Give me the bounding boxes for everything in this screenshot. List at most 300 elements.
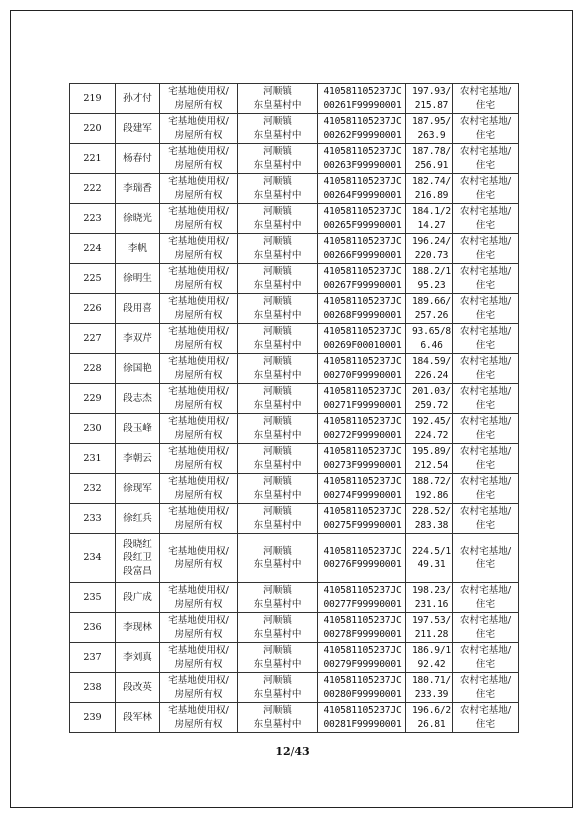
right-type-text: 宅基地使用权/ — [168, 476, 229, 487]
row-number-cell: 231 — [70, 444, 116, 474]
table-row — [70, 204, 519, 234]
area-cell — [406, 204, 453, 234]
location-text: 东皇墓村中 — [253, 279, 302, 291]
row-number-cell: 238 — [70, 673, 116, 703]
table-row — [70, 174, 519, 204]
right-type-text: 房屋所有权 — [174, 688, 223, 700]
location-cell — [238, 703, 318, 733]
owner-name-text: 段晓红 — [123, 538, 152, 550]
location-text: 东皇墓村中 — [253, 598, 302, 610]
owner-name-cell — [116, 643, 160, 673]
area-text: 215.87 — [414, 99, 449, 111]
location-cell — [238, 354, 318, 384]
unit-code-text: 410581105237JC — [323, 416, 402, 427]
usage-text: 住宅 — [475, 99, 496, 111]
owner-name-text: 段广成 — [123, 591, 152, 603]
usage-text: 农村宅基地/ — [459, 206, 512, 217]
owner-name-text: 段改英 — [123, 681, 152, 693]
location-cell — [238, 114, 318, 144]
unit-code-text: 00261F99990001 — [323, 99, 402, 111]
unit-code-cell — [318, 384, 406, 414]
usage-cell — [453, 84, 519, 114]
area-cell — [406, 474, 453, 504]
area-text: 6.46 — [420, 339, 443, 351]
usage-text: 农村宅基地/ — [459, 585, 512, 596]
unit-code-cell — [318, 583, 406, 613]
unit-code-text: 00272F99990001 — [323, 429, 402, 441]
area-text: 184.59/ — [411, 356, 452, 367]
location-text: 河顺镇 — [263, 266, 292, 277]
unit-code-text: 00279F99990001 — [323, 658, 402, 670]
usage-text: 农村宅基地/ — [459, 146, 512, 157]
location-cell — [238, 384, 318, 414]
area-text: 95.23 — [417, 279, 446, 291]
usage-cell — [453, 583, 519, 613]
usage-cell — [453, 144, 519, 174]
owner-name-cell — [116, 703, 160, 733]
area-text: 201.03/ — [411, 386, 452, 397]
location-cell — [238, 174, 318, 204]
usage-cell — [453, 384, 519, 414]
unit-code-text: 00281F99990001 — [323, 718, 402, 730]
row-number-cell: 230 — [70, 414, 116, 444]
unit-code-text: 410581105237JC — [323, 645, 402, 656]
usage-text: 住宅 — [475, 718, 496, 730]
area-text: 259.72 — [414, 399, 449, 411]
row-number-cell: 221 — [70, 144, 116, 174]
area-cell — [406, 504, 453, 534]
location-cell — [238, 583, 318, 613]
right-type-cell — [160, 534, 238, 583]
owner-name-text: 段用喜 — [123, 302, 152, 314]
owner-name-text: 李朝云 — [123, 452, 152, 464]
usage-text: 住宅 — [475, 189, 496, 201]
owner-name-cell — [116, 474, 160, 504]
usage-cell — [453, 504, 519, 534]
right-type-text: 宅基地使用权/ — [168, 545, 229, 557]
location-text: 河顺镇 — [263, 176, 292, 187]
table-row — [70, 643, 519, 673]
area-text: 14.27 — [417, 219, 446, 231]
row-number-cell: 228 — [70, 354, 116, 384]
usage-cell — [453, 264, 519, 294]
area-cell — [406, 294, 453, 324]
right-type-cell — [160, 384, 238, 414]
right-type-text: 宅基地使用权/ — [168, 356, 229, 367]
row-number-cell: 220 — [70, 114, 116, 144]
location-text: 河顺镇 — [263, 416, 292, 427]
right-type-cell — [160, 474, 238, 504]
area-cell — [406, 354, 453, 384]
right-type-text: 房屋所有权 — [174, 559, 223, 570]
right-type-text: 宅基地使用权/ — [168, 386, 229, 397]
unit-code-text: 00263F99990001 — [323, 159, 402, 171]
area-cell — [406, 583, 453, 613]
usage-text: 住宅 — [475, 628, 496, 640]
unit-code-text: 410581105237JC — [323, 446, 402, 457]
area-cell — [406, 384, 453, 414]
unit-code-text: 410581105237JC — [323, 266, 402, 277]
unit-code-text: 410581105237JC — [323, 356, 402, 367]
owner-name-cell — [116, 504, 160, 534]
area-cell — [406, 144, 453, 174]
page-total: 43 — [294, 745, 310, 758]
area-text: 182.74/ — [411, 176, 452, 187]
unit-code-text: 410581105237JC — [323, 476, 402, 487]
right-type-text: 房屋所有权 — [174, 309, 223, 321]
unit-code-cell — [318, 534, 406, 583]
area-text: 26.81 — [417, 718, 446, 730]
right-type-text: 房屋所有权 — [174, 219, 223, 231]
unit-code-cell — [318, 84, 406, 114]
unit-code-text: 410581105237JC — [323, 296, 402, 307]
unit-code-text: 410581105237JC — [323, 506, 402, 517]
location-text: 东皇墓村中 — [253, 99, 302, 111]
right-type-text: 房屋所有权 — [174, 129, 223, 141]
page-current: 12 — [275, 745, 291, 758]
right-type-text: 宅基地使用权/ — [168, 585, 229, 596]
area-cell — [406, 534, 453, 583]
location-text: 河顺镇 — [263, 545, 292, 557]
location-text: 河顺镇 — [263, 645, 292, 656]
unit-code-text: 410581105237JC — [323, 206, 402, 217]
unit-code-text: 410581105237JC — [323, 545, 402, 557]
right-type-text: 宅基地使用权/ — [168, 86, 229, 97]
owner-name-text: 杨春付 — [123, 152, 152, 164]
usage-text: 农村宅基地/ — [459, 506, 512, 517]
unit-code-text: 00267F99990001 — [323, 279, 402, 291]
owner-name-text: 李现林 — [123, 621, 152, 633]
location-text: 河顺镇 — [263, 675, 292, 686]
area-text: 195.89/ — [411, 446, 452, 457]
area-cell — [406, 84, 453, 114]
usage-text: 农村宅基地/ — [459, 296, 512, 307]
usage-cell — [453, 534, 519, 583]
unit-code-cell — [318, 504, 406, 534]
area-text: 211.28 — [414, 628, 449, 640]
right-type-text: 房屋所有权 — [174, 399, 223, 411]
property-registry-table — [69, 83, 519, 733]
location-cell — [238, 264, 318, 294]
owner-name-text: 段玉峰 — [123, 422, 152, 434]
owner-name-text: 徐晓光 — [123, 212, 152, 224]
row-number-cell: 236 — [70, 613, 116, 643]
row-number-cell: 222 — [70, 174, 116, 204]
area-text: 257.26 — [414, 309, 449, 321]
owner-name-cell — [116, 673, 160, 703]
row-number-cell: 237 — [70, 643, 116, 673]
area-text: 226.24 — [414, 369, 449, 381]
area-text: 224.5/1 — [411, 545, 452, 557]
usage-text: 住宅 — [475, 598, 496, 610]
usage-cell — [453, 294, 519, 324]
usage-cell — [453, 204, 519, 234]
owner-name-cell — [116, 294, 160, 324]
unit-code-cell — [318, 264, 406, 294]
location-text: 河顺镇 — [263, 705, 292, 716]
area-cell — [406, 264, 453, 294]
table-row — [70, 354, 519, 384]
unit-code-cell — [318, 234, 406, 264]
usage-text: 住宅 — [475, 219, 496, 231]
unit-code-cell — [318, 294, 406, 324]
table-row — [70, 144, 519, 174]
unit-code-text: 00266F99990001 — [323, 249, 402, 261]
location-cell — [238, 294, 318, 324]
location-text: 河顺镇 — [263, 506, 292, 517]
area-cell — [406, 673, 453, 703]
page-separator: / — [290, 745, 295, 758]
location-text: 东皇墓村中 — [253, 219, 302, 231]
right-type-cell — [160, 444, 238, 474]
right-type-text: 房屋所有权 — [174, 189, 223, 201]
owner-name-cell — [116, 114, 160, 144]
usage-text: 农村宅基地/ — [459, 236, 512, 247]
unit-code-cell — [318, 613, 406, 643]
unit-code-cell — [318, 673, 406, 703]
location-text: 东皇墓村中 — [253, 628, 302, 640]
location-cell — [238, 504, 318, 534]
area-text: 216.89 — [414, 189, 449, 201]
right-type-text: 房屋所有权 — [174, 369, 223, 381]
table-row — [70, 234, 519, 264]
right-type-text: 宅基地使用权/ — [168, 176, 229, 187]
usage-text: 住宅 — [475, 159, 496, 171]
right-type-cell — [160, 144, 238, 174]
row-number-cell: 223 — [70, 204, 116, 234]
right-type-text: 宅基地使用权/ — [168, 236, 229, 247]
right-type-cell — [160, 354, 238, 384]
unit-code-cell — [318, 174, 406, 204]
right-type-text: 房屋所有权 — [174, 279, 223, 291]
area-text: 189.66/ — [411, 296, 452, 307]
location-text: 东皇墓村中 — [253, 249, 302, 261]
unit-code-text: 410581105237JC — [323, 236, 402, 247]
owner-name-text: 李帆 — [127, 242, 148, 254]
right-type-text: 宅基地使用权/ — [168, 116, 229, 127]
right-type-cell — [160, 703, 238, 733]
table-row — [70, 703, 519, 733]
row-number-cell: 239 — [70, 703, 116, 733]
owner-name-cell — [116, 414, 160, 444]
right-type-text: 房屋所有权 — [174, 658, 223, 670]
owner-name-text: 孙才付 — [123, 92, 152, 104]
unit-code-text: 410581105237JC — [323, 705, 402, 716]
right-type-text: 房屋所有权 — [174, 249, 223, 261]
location-text: 东皇墓村中 — [253, 129, 302, 141]
owner-name-cell — [116, 324, 160, 354]
location-text: 东皇墓村中 — [253, 369, 302, 381]
usage-cell — [453, 414, 519, 444]
usage-text: 住宅 — [475, 399, 496, 411]
location-text: 河顺镇 — [263, 326, 292, 337]
right-type-text: 宅基地使用权/ — [168, 645, 229, 656]
location-text: 东皇墓村中 — [253, 519, 302, 531]
table-body — [70, 84, 519, 733]
location-text: 河顺镇 — [263, 615, 292, 626]
area-text: 197.93/ — [411, 86, 452, 97]
unit-code-text: 410581105237JC — [323, 326, 402, 337]
area-text: 197.53/ — [411, 615, 452, 626]
area-text: 212.54 — [414, 459, 449, 471]
row-number-cell: 226 — [70, 294, 116, 324]
right-type-cell — [160, 673, 238, 703]
usage-text: 农村宅基地/ — [459, 326, 512, 337]
owner-name-cell — [116, 613, 160, 643]
owner-name-cell — [116, 174, 160, 204]
right-type-text: 房屋所有权 — [174, 459, 223, 471]
area-text: 93.65/8 — [411, 326, 452, 337]
usage-text: 住宅 — [475, 309, 496, 321]
unit-code-text: 00269F00010001 — [323, 339, 402, 351]
unit-code-text: 00277F99990001 — [323, 598, 402, 610]
owner-name-cell — [116, 234, 160, 264]
right-type-text: 宅基地使用权/ — [168, 146, 229, 157]
location-text: 东皇墓村中 — [253, 658, 302, 670]
owner-name-cell — [116, 384, 160, 414]
right-type-text: 房屋所有权 — [174, 628, 223, 640]
right-type-text: 宅基地使用权/ — [168, 446, 229, 457]
right-type-text: 宅基地使用权/ — [168, 705, 229, 716]
usage-text: 农村宅基地/ — [459, 675, 512, 686]
row-number-cell: 234 — [70, 534, 116, 583]
right-type-text: 宅基地使用权/ — [168, 416, 229, 427]
unit-code-cell — [318, 204, 406, 234]
area-text: 263.9 — [417, 129, 446, 141]
table-row — [70, 294, 519, 324]
right-type-cell — [160, 414, 238, 444]
location-text: 河顺镇 — [263, 446, 292, 457]
usage-cell — [453, 613, 519, 643]
owner-name-text: 徐明生 — [123, 272, 152, 284]
unit-code-text: 00268F99990001 — [323, 309, 402, 321]
owner-name-text: 段建军 — [123, 122, 152, 134]
location-text: 河顺镇 — [263, 476, 292, 487]
row-number-cell: 235 — [70, 583, 116, 613]
owner-name-cell — [116, 444, 160, 474]
table-row — [70, 534, 519, 583]
right-type-cell — [160, 114, 238, 144]
usage-text: 住宅 — [475, 489, 496, 501]
area-text: 188.2/1 — [411, 266, 452, 277]
location-text: 河顺镇 — [263, 386, 292, 397]
right-type-text: 房屋所有权 — [174, 598, 223, 610]
usage-text: 农村宅基地/ — [459, 476, 512, 487]
row-number-cell: 229 — [70, 384, 116, 414]
location-text: 河顺镇 — [263, 236, 292, 247]
location-text: 河顺镇 — [263, 585, 292, 596]
location-text: 河顺镇 — [263, 116, 292, 127]
row-number-cell: 219 — [70, 84, 116, 114]
right-type-cell — [160, 174, 238, 204]
right-type-cell — [160, 294, 238, 324]
location-text: 东皇墓村中 — [253, 429, 302, 441]
unit-code-text: 00262F99990001 — [323, 129, 402, 141]
usage-cell — [453, 474, 519, 504]
area-cell — [406, 234, 453, 264]
area-text: 233.39 — [414, 688, 449, 700]
row-number-cell: 227 — [70, 324, 116, 354]
usage-cell — [453, 354, 519, 384]
owner-name-text: 李双芹 — [123, 332, 152, 344]
location-cell — [238, 144, 318, 174]
right-type-cell — [160, 84, 238, 114]
location-text: 东皇墓村中 — [253, 399, 302, 411]
usage-cell — [453, 174, 519, 204]
location-text: 河顺镇 — [263, 206, 292, 217]
table-row — [70, 114, 519, 144]
area-text: 224.72 — [414, 429, 449, 441]
usage-text: 农村宅基地/ — [459, 545, 512, 557]
row-number-cell: 225 — [70, 264, 116, 294]
table-row — [70, 583, 519, 613]
area-text: 283.38 — [414, 519, 449, 531]
usage-text: 住宅 — [475, 249, 496, 261]
location-text: 东皇墓村中 — [253, 688, 302, 700]
area-cell — [406, 643, 453, 673]
usage-text: 住宅 — [475, 688, 496, 700]
unit-code-text: 00271F99990001 — [323, 399, 402, 411]
usage-text: 住宅 — [475, 658, 496, 670]
owner-name-text: 徐红兵 — [123, 512, 152, 524]
page-number — [0, 745, 585, 758]
location-text: 河顺镇 — [263, 356, 292, 367]
right-type-cell — [160, 583, 238, 613]
table-row — [70, 444, 519, 474]
owner-name-text: 徐现军 — [123, 482, 152, 494]
usage-text: 住宅 — [475, 339, 496, 351]
right-type-text: 宅基地使用权/ — [168, 615, 229, 626]
area-text: 184.1/2 — [411, 206, 452, 217]
location-text: 东皇墓村中 — [253, 559, 302, 570]
usage-text: 住宅 — [475, 279, 496, 291]
table-row — [70, 504, 519, 534]
unit-code-text: 410581105237JC — [323, 675, 402, 686]
right-type-text: 宅基地使用权/ — [168, 296, 229, 307]
unit-code-text: 00280F99990001 — [323, 688, 402, 700]
location-cell — [238, 673, 318, 703]
right-type-text: 宅基地使用权/ — [168, 266, 229, 277]
usage-text: 农村宅基地/ — [459, 615, 512, 626]
area-cell — [406, 703, 453, 733]
right-type-cell — [160, 204, 238, 234]
usage-text: 农村宅基地/ — [459, 266, 512, 277]
right-type-text: 房屋所有权 — [174, 489, 223, 501]
unit-code-text: 410581105237JC — [323, 176, 402, 187]
usage-cell — [453, 643, 519, 673]
unit-code-text: 00273F99990001 — [323, 459, 402, 471]
row-number-cell: 233 — [70, 504, 116, 534]
area-text: 180.71/ — [411, 675, 452, 686]
area-text: 188.72/ — [411, 476, 452, 487]
usage-cell — [453, 234, 519, 264]
table-row — [70, 613, 519, 643]
area-text: 49.31 — [417, 559, 446, 570]
right-type-text: 宅基地使用权/ — [168, 206, 229, 217]
right-type-cell — [160, 234, 238, 264]
area-text: 256.91 — [414, 159, 449, 171]
unit-code-text: 00276F99990001 — [323, 559, 402, 570]
table-row — [70, 84, 519, 114]
location-text: 东皇墓村中 — [253, 489, 302, 501]
owner-name-cell — [116, 583, 160, 613]
unit-code-text: 00264F99990001 — [323, 189, 402, 201]
table-row — [70, 384, 519, 414]
usage-text: 农村宅基地/ — [459, 116, 512, 127]
usage-text: 农村宅基地/ — [459, 645, 512, 656]
usage-cell — [453, 324, 519, 354]
location-cell — [238, 643, 318, 673]
